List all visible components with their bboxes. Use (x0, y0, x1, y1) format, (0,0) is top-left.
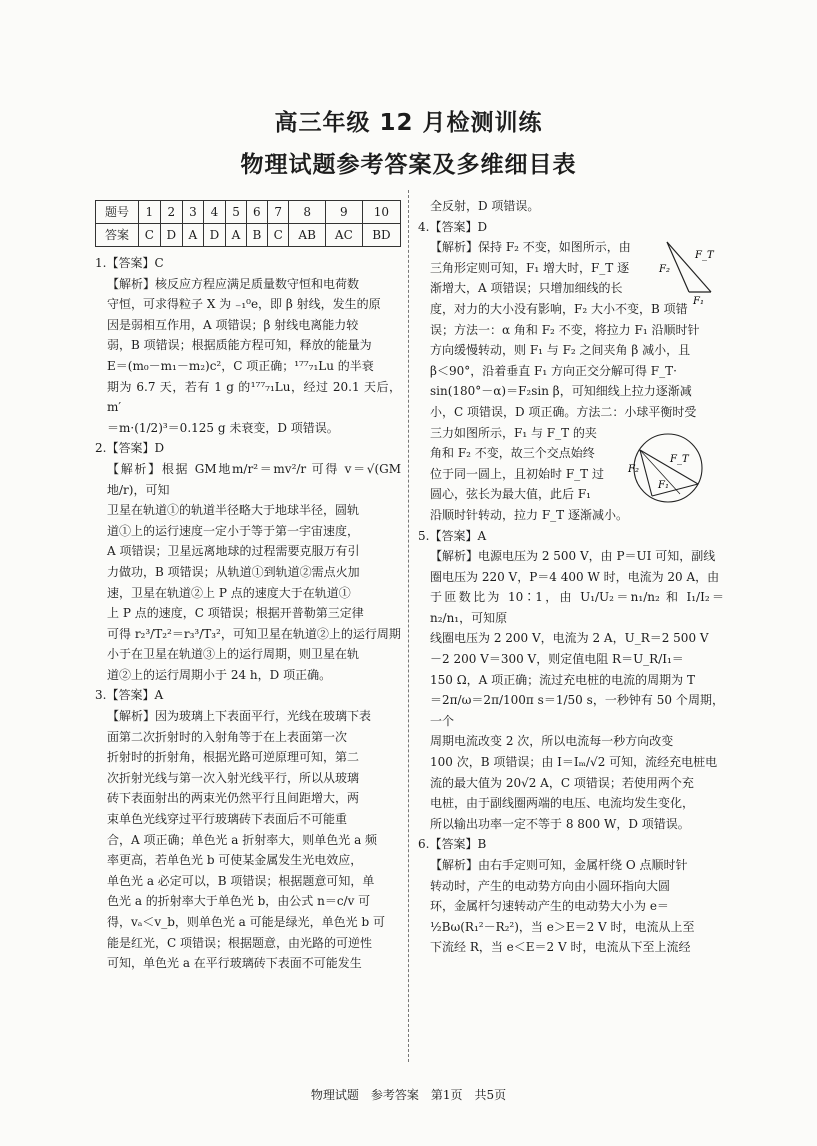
question-answer-header: 1.【答案】C (95, 256, 164, 270)
explanation-line: 线圈电压为 2 200 V，电流为 2 A，U_R＝2 500 V (430, 631, 709, 646)
question-answer-header: 6.【答案】B (418, 837, 487, 852)
explanation-line: 流的最大值为 20√2 A，C 项错误；若使用两个充 (430, 775, 694, 790)
explanation-line: 力做功，B 项错误；从轨道①到轨道②需点火加 (107, 564, 360, 579)
explanation-line: A 项错误；卫星远离地球的过程需要克服万有引 (107, 544, 360, 559)
explanation-line: 150 Ω，A 项正确；流过充电桩的电流的周期为 T (430, 672, 695, 687)
question-answer-header: 4.【答案】D (418, 219, 488, 234)
explanation-line: 【解析】电源电压为 2 500 V，由 P＝UI 可知，副线 (430, 549, 716, 564)
explanation-line: 三力如图所示，F₁ 与 F_T 的夹 (430, 425, 597, 440)
explanation-line: 圆心，弦长为最大值，此后 F₁ (430, 487, 591, 502)
explanation-line: 速，卫星在轨道②上 P 点的速度大于在轨道① (107, 585, 351, 600)
table-cell: AB (289, 224, 325, 247)
explanation-line: 可知，单色光 a 在平行玻璃砖下表面不可能发生 (107, 956, 362, 971)
table-cell: 3 (183, 201, 204, 224)
explanation-line: 误；方法一：α 角和 F₂ 不变，将拉力 F₁ 沿顺时针 (430, 322, 700, 337)
f1-label: F₁ (693, 296, 704, 307)
table-cell: A (226, 224, 247, 247)
explanation-line: ＝2π/ω＝2π/100π s＝1/50 s，一秒钟有 50 个周期，一个 (430, 693, 724, 728)
table-cell: C (267, 224, 289, 247)
explanation-line: 角和 F₂ 不变，故三个交点始终 (430, 446, 595, 461)
explanation-line: β＜90°，沿着垂直 F₁ 方向正交分解可得 F_T· (430, 363, 677, 378)
explanation-line: 可得 r₂³/T₂²＝r₃³/T₃²，可知卫星在轨道②上的运行周期 (107, 626, 401, 641)
table-cell: 4 (203, 201, 225, 224)
question-answer-header: 5.【答案】A (418, 528, 487, 543)
explanation-line: 100 次，B 项错误；由 I＝Iₘ/√2 可知，流经充电桩电 (430, 755, 718, 770)
explanation-line: ＝m·(1/2)³＝0.125 g 未衰变，D 项错误。 (107, 420, 339, 435)
ft-label: F_T (670, 454, 689, 465)
explanation-line: 【解析】由右手定则可知，金属杆绕 O 点顺时针 (430, 858, 688, 872)
explanation-line: 【解析】因为玻璃上下表面平行，光线在玻璃下表 (107, 709, 372, 724)
explanation-line: 下流经 R，当 e＜E＝2 V 时，电流从下至上流经 (430, 940, 691, 955)
left-column (95, 196, 401, 974)
explanation-line: 周期电流改变 2 次，所以电流每一秒方向改变 (430, 734, 674, 749)
explanation-line: 所以输出功率一定不等于 8 800 W，D 项错误。 (430, 816, 690, 831)
explanation-line: 全反射，D 项错误。 (430, 199, 540, 213)
question-answer-header: 3.【答案】A (95, 688, 164, 703)
ft-label: F_T (695, 250, 714, 261)
table-cell: A (183, 224, 204, 247)
table-cell: BD (362, 224, 400, 247)
page-title: 高三年级 12 月检测训练 (274, 110, 543, 136)
explanation-line: 卫星在轨道①的轨道半径略大于地球半径，圆轨 (107, 503, 360, 518)
table-cell: 1 (139, 201, 161, 224)
explanation-line: 上 P 点的速度，C 项错误；根据开普勒第三定律 (107, 606, 364, 621)
explanation-line: 度，对力的大小没有影响，F₂ 大小不变，B 项错 (430, 301, 688, 316)
force-triangle-figure (655, 236, 725, 307)
table-cell: 9 (325, 201, 362, 224)
table-cell: C (139, 224, 161, 247)
page-footer: 物理试题 参考答案 第1页 共5页 (310, 1088, 507, 1102)
table-cell: 5 (226, 201, 247, 224)
explanation-line: 期为 6.7 天，若有 1 g 的¹⁷⁷₇₁Lu，经过 20.1 天后，m′ (107, 379, 401, 415)
explanation-line: 因是弱相互作用，A 项错误；β 射线电离能力较 (107, 317, 359, 332)
explanation-line: 砖下表面射出的两束光仍然平行且间距增大，两 (107, 791, 360, 806)
ft-chord (640, 450, 698, 484)
explanation-line: 合，A 项正确；单色光 a 折射率大，则单色光 a 频 (107, 832, 378, 847)
explanation-line: ½Bω(R₁²－R₂²)，当 e＞E＝2 V 时，电流从上至 (430, 919, 695, 934)
table-cell: 6 (246, 201, 267, 224)
explanation-line: 道①上的运行速度一定小于等于第一宇宙速度， (107, 523, 360, 538)
table-cell: D (203, 224, 225, 247)
explanation-line: 守恒，可求得粒子 X 为 ₋₁⁰e，即 β 射线，发生的原 (107, 297, 381, 312)
explanation-line: 渐增大，A 项错误；只增加细线的长 (430, 281, 623, 296)
table-cell: 10 (362, 201, 400, 224)
explanation-line: 弱，B 项错误；根据质能方程可知，释放的能量为 (107, 338, 372, 353)
explanation-line: 方向缓慢转动，则 F₁ 与 F₂ 之间夹角 β 减小，且 (430, 343, 691, 358)
left-questions (95, 253, 401, 974)
explanation-line: 圈电压为 220 V，P＝4 400 W 时，电流为 20 A，由 (430, 569, 720, 584)
explanation-line: 三角形定则可知，F₁ 增大时，F_T 逐 (430, 260, 630, 275)
table-cell: 8 (289, 201, 325, 224)
explanation-line: 色光 a 的折射率大于单色光 b，由公式 n＝c/v 可 (107, 894, 371, 909)
table-cell: B (246, 224, 267, 247)
explanation-line: 折射时的折射角，根据光路可逆原理可知，第二 (107, 750, 360, 765)
f2-label: F₂ (659, 264, 670, 275)
explanation-line: 【解析】保持 F₂ 不变，如图所示，由 (430, 240, 631, 255)
explanation-line: E＝(m₀－m₁－m₂)c²，C 项正确；¹⁷⁷₇₁Lu 的半衰 (107, 358, 374, 373)
explanation-line: 面第二次折射时的入射角等于在上表面第一次 (107, 729, 348, 744)
answer-table-row-answers (96, 224, 401, 247)
right-column (418, 196, 724, 958)
f2-vector (667, 242, 689, 292)
explanation-line: 道②上的运行周期小于 24 h，D 项正确。 (107, 667, 332, 682)
explanation-line: 【解析】核反应方程应满足质量数守恒和电荷数 (107, 276, 360, 291)
explanation-line: 小于在卫星在轨道③上的运行周期，则卫星在轨 (107, 647, 360, 662)
table-cell: 2 (160, 201, 182, 224)
explanation-line: 电桩，由于副线圈两端的电压、电流均发生变化， (430, 796, 695, 811)
table-row-label: 题号 (96, 201, 139, 224)
f2-label: F₂ (628, 464, 639, 475)
answer-table-row-numbers (96, 201, 401, 224)
table-cell: 7 (267, 201, 289, 224)
explanation-line: 得，vₐ＜v_b，则单色光 a 可能是绿光，单色光 b 可 (107, 915, 385, 929)
right-questions (418, 196, 724, 958)
page-subtitle: 物理试题参考答案及多维细目表 (240, 152, 577, 178)
explanation-line: 次折射光线与第一次入射光线平行，所以从玻璃 (107, 770, 360, 785)
explanation-line: 【解析】根据 GM地m/r²＝mv²/r 可得 v＝√(GM地/r)，可知 (107, 461, 401, 497)
explanation-line: 单色光 a 必定可以，B 项错误；根据题意可知，单 (107, 873, 375, 888)
explanation-line: 环，金属杆匀速转动产生的电动势大小为 e＝ (430, 899, 669, 914)
question-answer-header: 2.【答案】D (95, 441, 165, 456)
answer-table (95, 200, 401, 247)
explanation-line: 于匝数比为 10∶1，由 U₁/U₂＝n₁/n₂ 和 I₁/I₂＝n₂/n₁，可知原 (430, 590, 724, 625)
explanation-line: 沿顺时针转动，拉力 F_T 逐渐减小。 (430, 507, 628, 522)
explanation-line: 转动时，产生的电动势方向由小圆环指向大圆 (430, 878, 671, 893)
explanation-line: sin(180°－α)＝F₂sin β，可知细线上拉力逐渐减 (430, 384, 692, 399)
table-cell: AC (325, 224, 362, 247)
column-divider (408, 190, 409, 1062)
explanation-line: 小，C 项错误，D 项正确。方法二：小球平衡时受 (430, 404, 697, 419)
table-row-label: 答案 (96, 224, 139, 247)
explanation-line: 束单色光线穿过平行玻璃砖下表面后不可能重 (107, 812, 348, 827)
explanation-line: 率更高，若单色光 b 可使某金属发生光电效应， (107, 853, 363, 868)
table-cell: D (160, 224, 182, 247)
f1-label: F₁ (658, 480, 669, 491)
explanation-line: 能是红光，C 项错误；根据题意，由光路的可逆性 (107, 935, 372, 950)
explanation-line: 位于同一圆上，且初始时 F_T 过 (430, 466, 604, 481)
force-circle-figure (628, 428, 704, 508)
explanation-line: －2 200 V＝300 V，则定值电阻 R＝U_R/I₁＝ (430, 652, 684, 667)
